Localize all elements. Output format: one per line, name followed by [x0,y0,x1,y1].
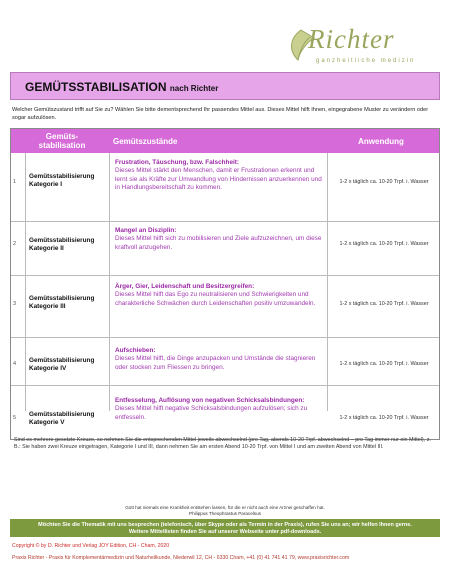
row-divider [11,337,439,338]
row-state [115,159,325,193]
contact-banner [10,519,440,537]
state-heading: Ärger, Gier, Leidenschaft und Besitzergreifen: [115,283,255,290]
richter-logo [286,20,436,72]
table-row [11,223,439,281]
state-heading: Entfesselung, Auflösung von negativen Schicksalsbindungen: [115,397,305,404]
row-state [115,397,325,422]
header-usage: Anwendung [358,137,404,146]
row-category: Gemütsstabilisierung Kategorie IV [29,357,95,372]
copyright: Copyright © by D. Richter und Verlag JOY Edition, CH - Cham, 2020 [12,543,170,549]
state-heading: Frustration, Täuschung, bzw. Falschheit: [115,159,240,166]
row-category: Gemütsstabilisierung Kategorie II [29,237,95,252]
quote-author: Philippus Theophrastus Paracelsus [189,511,261,516]
table-row [11,391,439,441]
row-number: 4 [13,361,17,367]
header-stabilisation: Gemüts-stabilisation [38,132,86,150]
row-number: 2 [13,241,17,247]
state-description: Dieses Mittel hilft negative Schicksalsbindungen aufzulösen; sich zu entfesseln. [115,405,308,421]
header-states: Gemütszustände [113,137,178,146]
row-number: 3 [13,301,17,307]
table-header [11,129,439,153]
row-divider [11,275,439,276]
state-description: Dieses Mittel hilft, die Dinge anzupacken und Umstände die stagnieren oder stocken zum Fliessen zu bringen. [115,355,316,371]
row-number: 1 [13,179,17,185]
row-category: Gemütsstabilisierung Kategorie I [29,173,95,188]
row-state [115,283,325,308]
quote-text: Gott hat niemals eine Krankheit entstehen lassen, für die er nicht auch eine Arznei geschaffen hat. [125,505,325,510]
row-divider [11,221,439,222]
remedy-table [10,128,440,440]
title-main: GEMÜTSSTABILISATION [25,80,167,94]
dosage-note: Sind es mehrere gesetzte Kreuze, so nehmen Sie die entsprechenden Mittel jeweils abwechselnd (pro Tag, abends 10-20 Trpf. abwechselnd – pro Tag immer nur ein Mittel), z. B.: Sie haben zwei Kreuze eingetragen, Kategorie I und III, dann nehmen Sie am ersten Abend 10-20 Trpf. von Mittel I und am zweiten Abend von Mittel III. [14,437,431,451]
row-category: Gemütsstabilisierung Kategorie V [29,411,95,426]
title-bar [10,72,440,100]
practice-footer[interactable]: Praxis Richter - Praxis für Komplementärmedizin und Naturheilkunde, Niederwil 12, CH - 6330 Cham, +41 (0) 41 741 41 79, www.praxisrichter.com [12,555,350,561]
row-state [115,227,325,252]
state-description: Dieses Mittel stärkt den Menschen, damit er Frustrationen erkennt und lernt sie als Kräfte zur Umwandlung von Hindernissen anzuerkennen und in Handlungsbereitschaft zu kommen. [115,167,322,192]
row-number: 5 [13,415,17,421]
table-row [11,277,439,335]
intro-text: Welcher Gemütszustand trifft auf Sie zu? Wählen Sie bitte dementsprechend Ihr passendes Mittel aus. Dieses Mittel hilft Ihnen, eingegrabene Muster zu verändern oder sogar aufzulösen. [12,107,429,121]
row-usage: 1-2 x täglich ca. 10-20 Trpf. i. Wasser [339,415,429,421]
row-usage: 1-2 x täglich ca. 10-20 Trpf. i. Wasser [339,301,429,307]
logo-name: Richter [308,24,395,54]
state-description: Dieses Mittel hilft sich zu mobilisieren und Ziele aufzuzeichnen, um diese kraftvoll anzugehen. [115,235,322,251]
table-row [11,339,439,391]
contact-line: Möchten Sie die Thematik mit uns besprechen (telefonisch, über Skype oder als Termin in der Praxis), rufen Sie uns an; wir helfen Ihnen gerne. [38,522,412,528]
title-sub: nach Richter [169,84,219,93]
state-heading: Mangel an Disziplin: [115,227,177,234]
downloads-line: Weitere Mittellisten finden Sie auf unserer Webseite unter pdf-downloads. [128,529,322,535]
row-category: Gemütsstabilisierung Kategorie III [29,295,95,310]
table-row [11,155,439,215]
row-state [115,347,325,372]
row-usage: 1-2 x täglich ca. 10-20 Trpf. i. Wasser [339,361,429,367]
page-title [25,80,218,94]
state-description: Dieses Mittel hilft das Ego zu neutralisieren und Schwierigkeiten und charakterliche Schwächen durch Leidenschaften positiv umzuwandeln. [115,291,316,307]
row-usage: 1-2 x täglich ca. 10-20 Trpf. i. Wasser [339,179,429,185]
state-heading: Aufschieben: [115,347,156,354]
logo-tagline: ganzheitliche medizin [316,58,416,64]
row-usage: 1-2 x täglich ca. 10-20 Trpf. i. Wasser [339,241,429,247]
row-divider [11,385,439,386]
